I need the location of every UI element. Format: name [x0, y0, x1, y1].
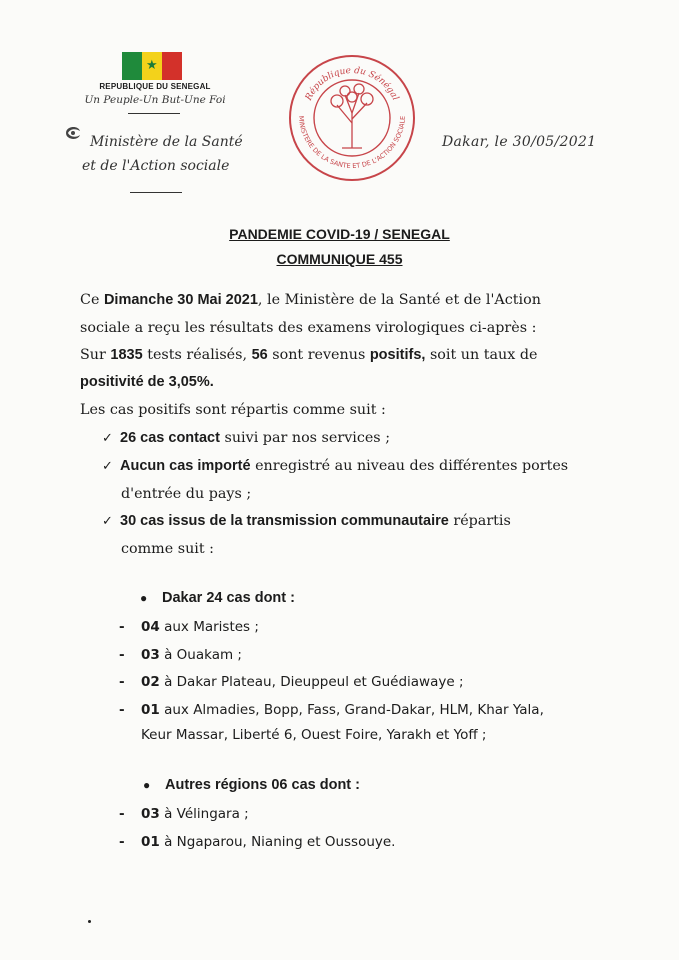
- check-item-community-cont: comme suit :: [121, 541, 214, 557]
- official-seal-icon: [287, 53, 417, 183]
- locality: à Vélingara ;: [159, 806, 249, 822]
- check-text: suivi par nos services ;: [219, 430, 391, 446]
- tests-line-2: [80, 372, 214, 392]
- dakar-item: - 01 aux Almadies, Bopp, Fass, Grand-Dakar, HLM, Khar Yala,: [119, 702, 544, 718]
- ministry-line-2: et de l'Action sociale: [82, 158, 230, 174]
- text: , le Ministère de la Santé et de l'Action: [257, 292, 541, 308]
- dakar-heading: [140, 590, 295, 606]
- case-count: 03: [141, 806, 160, 822]
- text: Sur: [80, 347, 111, 363]
- check-text: répartis: [448, 513, 511, 529]
- case-count: 02: [141, 674, 160, 690]
- text: soit un taux de: [425, 347, 538, 363]
- bullet-icon: ●: [140, 591, 148, 605]
- scan-speck: [88, 920, 91, 923]
- intro-line-2: sociale a reçu les résultats des examens virologiques ci-après :: [80, 320, 537, 336]
- seal-outer-text: République du Sénégal: [303, 65, 401, 103]
- dakar-item: - 03 à Ouakam ;: [119, 647, 242, 663]
- check-item-imported: [102, 456, 568, 477]
- regions-heading: [143, 777, 360, 793]
- bullet-icon: ●: [143, 778, 151, 792]
- dakar-item: - 04 aux Maristes ;: [119, 619, 259, 635]
- ministry-name: [82, 130, 243, 178]
- locality: aux Maristes ;: [159, 619, 259, 635]
- checkmark-icon: ✓: [102, 459, 113, 474]
- seal-inner-text: MINISTERE DE LA SANTE ET DE L'ACTION SOCIALE: [296, 115, 408, 171]
- checkmark-icon: ✓: [102, 431, 113, 446]
- locality: à Dakar Plateau, Dieuppeul et Guédiawaye ;: [159, 674, 464, 690]
- ministry-line-1: Ministère de la Santé: [90, 134, 243, 150]
- check-item-imported-cont: d'entrée du pays ;: [121, 486, 252, 502]
- case-count: 01: [141, 834, 160, 850]
- locality: à Ngaparou, Nianing et Oussouye.: [159, 834, 396, 850]
- check-item-contact: [102, 428, 390, 449]
- check-text: enregistré au niveau des différentes portes: [250, 458, 569, 474]
- region-item: - 03 à Vélingara ;: [119, 806, 249, 822]
- senegal-flag-icon: ★: [122, 52, 182, 80]
- case-count: 04: [141, 619, 160, 635]
- checkmark-icon: ✓: [102, 514, 113, 529]
- tests-line-1: [80, 345, 537, 365]
- locality: aux Almadies, Bopp, Fass, Grand-Dakar, HLM, Khar Yala,: [159, 702, 544, 718]
- date-line: Dakar, le 30/05/2021: [442, 134, 597, 150]
- check-bold: 26 cas contact: [120, 430, 220, 446]
- text: sont revenus: [267, 347, 370, 363]
- check-bold: 30 cas issus de la transmission communautaire: [120, 513, 449, 529]
- date-bold: Dimanche 30 Mai 2021: [103, 292, 258, 308]
- divider: [128, 113, 180, 114]
- heading-text: Autres régions 06 cas dont :: [165, 777, 360, 793]
- locality: à Ouakam ;: [159, 647, 242, 663]
- ministry-logo-icon: [62, 122, 84, 144]
- tests-count: 1835: [110, 347, 143, 363]
- dakar-item: - 02 à Dakar Plateau, Dieuppeul et Guédiawaye ;: [119, 674, 464, 690]
- divider: [130, 192, 182, 193]
- dakar-item-cont: Keur Massar, Liberté 6, Ouest Foire, Yarakh et Yoff ;: [141, 727, 487, 743]
- split-intro: Les cas positifs sont répartis comme suit :: [80, 402, 386, 418]
- text: tests réalisés,: [142, 347, 252, 363]
- svg-text:République du Sénégal: [304, 66, 401, 103]
- case-count: 01: [141, 702, 160, 718]
- communique-number: COMMUNIQUE 455: [276, 251, 403, 267]
- region-item: - 01 à Ngaparou, Nianing et Oussouye.: [119, 834, 396, 850]
- positive-count: 56: [251, 347, 268, 363]
- check-item-community: [102, 511, 511, 532]
- national-motto: Un Peuple-Un But-Une Foi: [84, 94, 226, 106]
- positivity-rate: positivité de 3,05%.: [80, 374, 214, 390]
- case-count: 03: [141, 647, 160, 663]
- check-bold: Aucun cas importé: [120, 458, 251, 474]
- document-title: PANDEMIE COVID-19 / SENEGAL: [229, 226, 450, 242]
- positive-label: positifs,: [369, 347, 426, 363]
- republic-name: REPUBLIQUE DU SENEGAL: [99, 82, 211, 91]
- intro-line-1: [80, 290, 541, 310]
- heading-text: Dakar 24 cas dont :: [162, 590, 295, 606]
- text: Ce: [80, 292, 104, 308]
